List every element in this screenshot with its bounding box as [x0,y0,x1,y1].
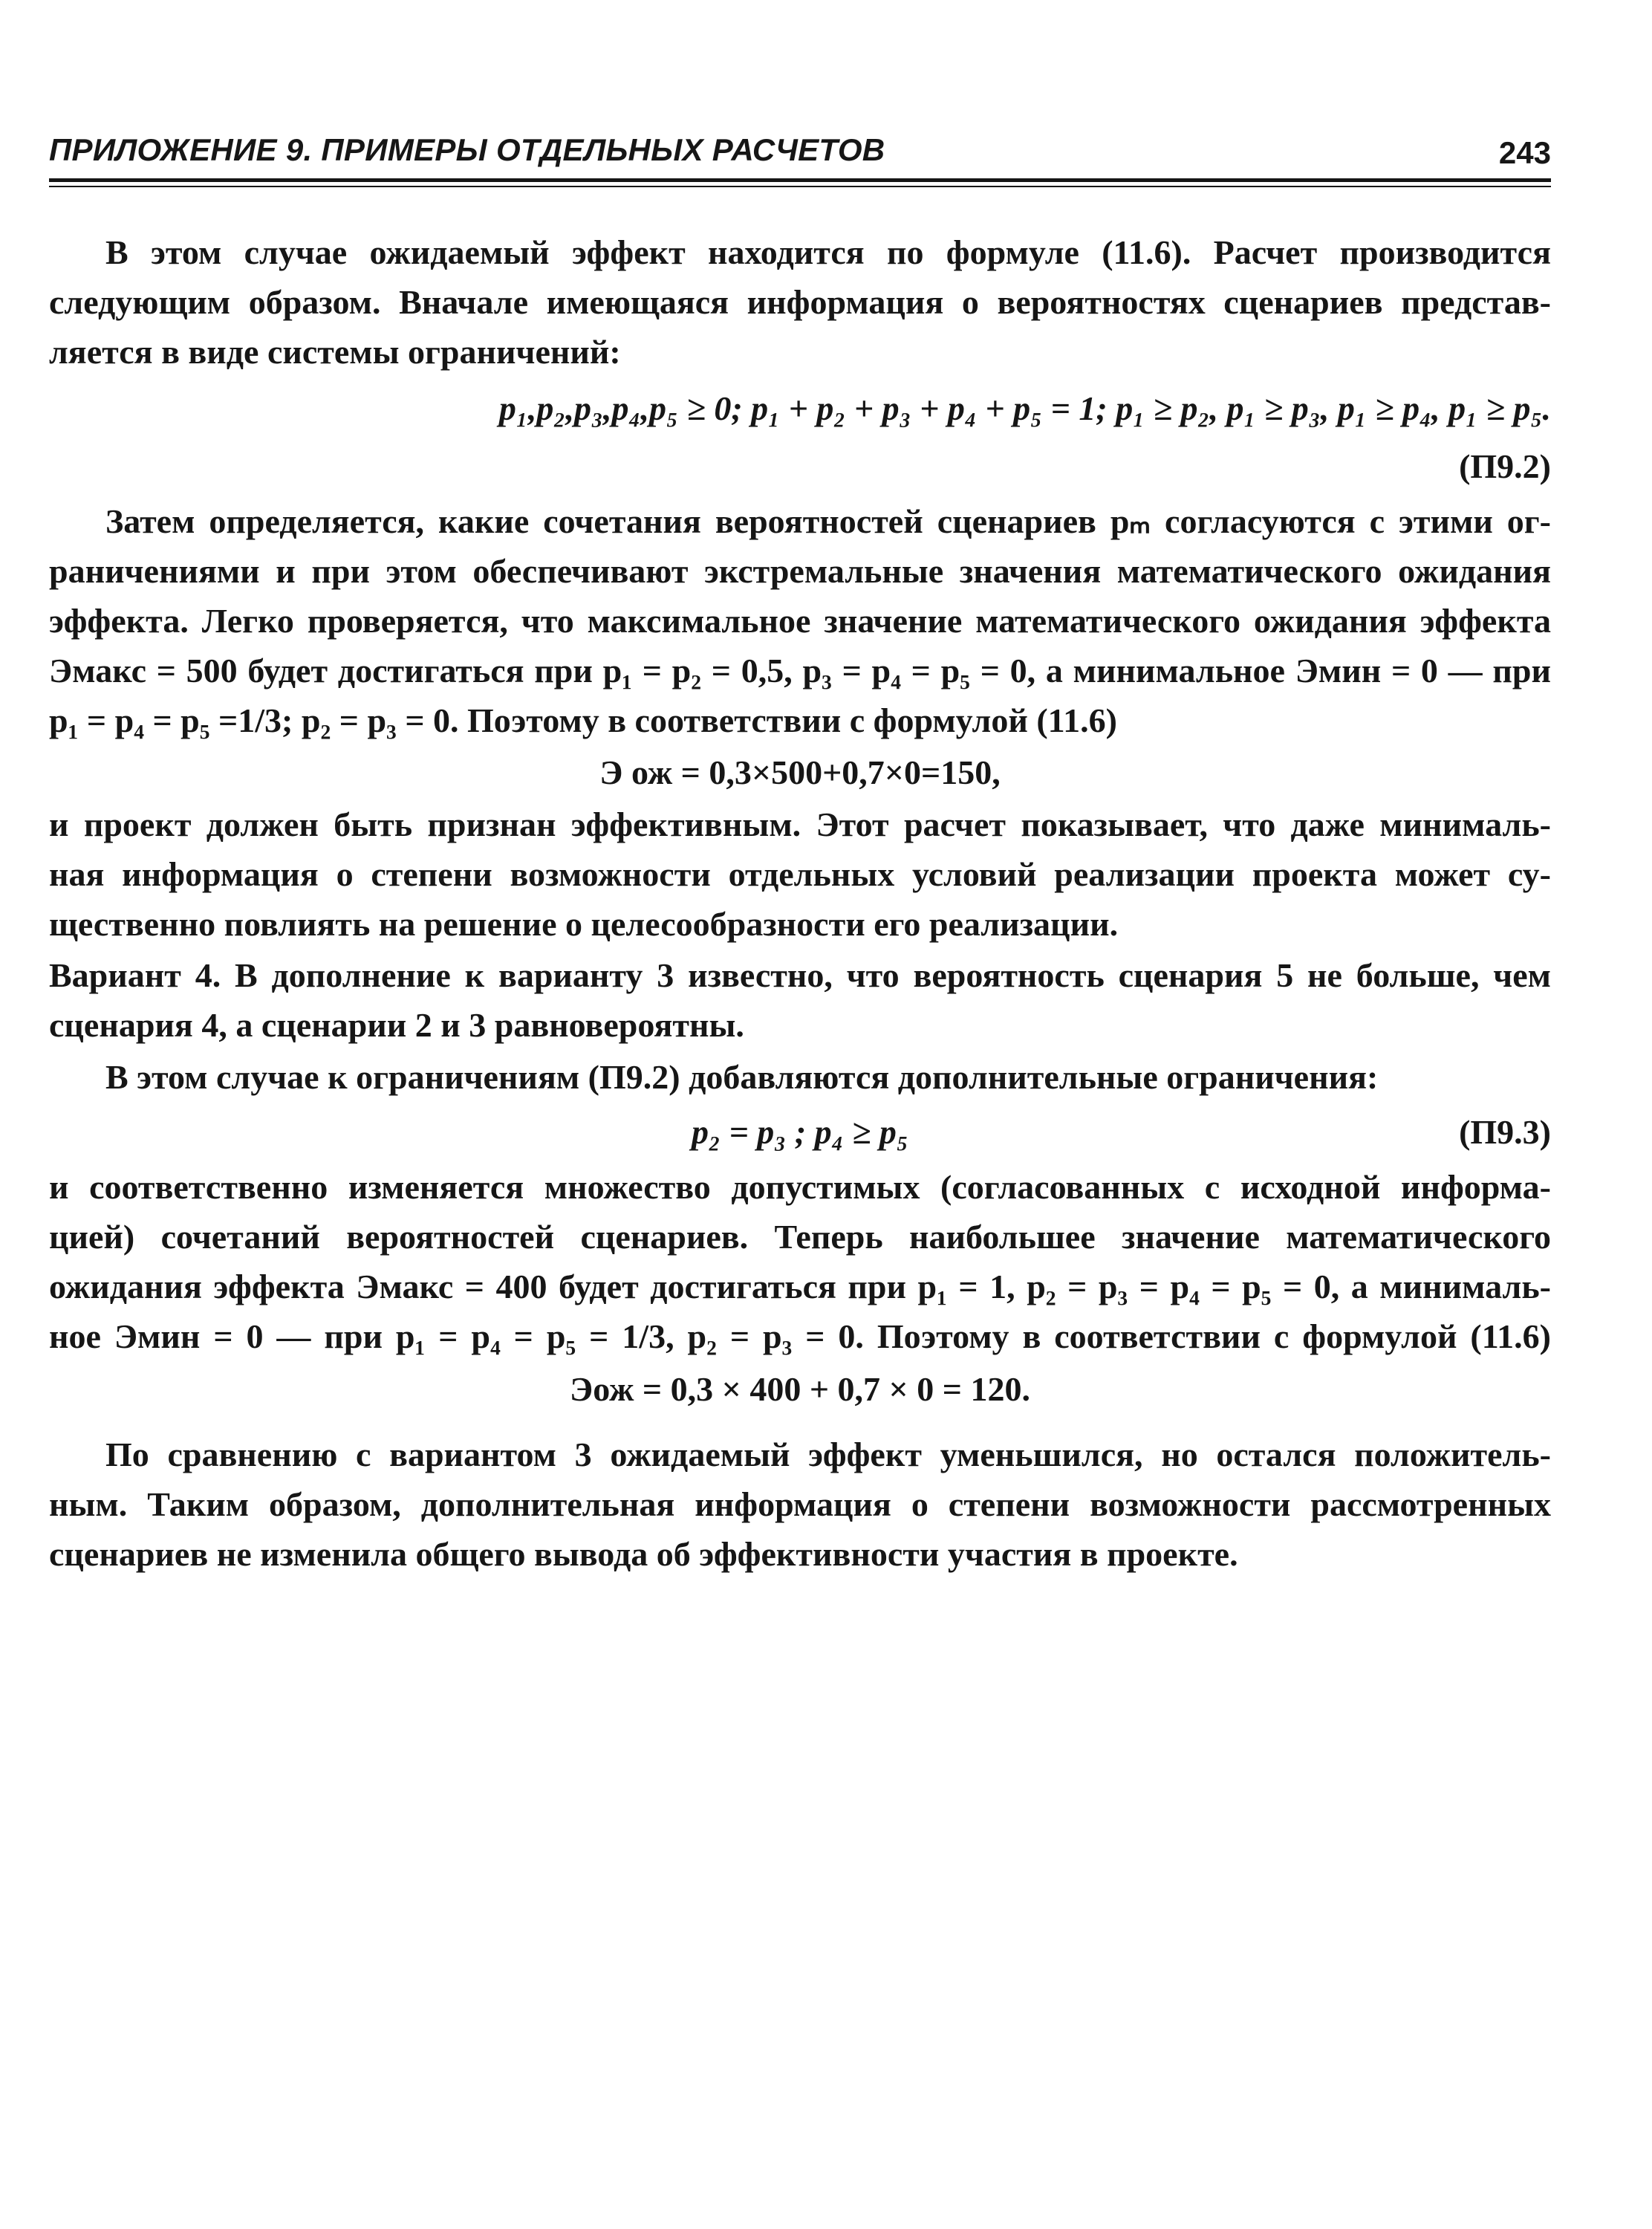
text-line: эффекта. Легко проверяется, что максимальное значение математического ожидания эффекта [49,602,1551,640]
text-line: В этом случае к ограничениям (П9.2) добавляются дополнительные ограничения: [105,1058,1379,1096]
text-line: ляется в виде системы ограничений: [49,333,621,371]
text-line: В этом случае ожидаемый эффект находится по формуле (11.6). Расчет производится [105,233,1551,271]
text-line: сценариев не изменила общего вывода об эффективности участия в проекте. [49,1535,1238,1573]
equation-number: (П9.2) [1459,447,1551,485]
running-title: ПРИЛОЖЕНИЕ 9. ПРИМЕРЫ ОТДЕЛЬНЫХ РАСЧЕТОВ [49,132,885,167]
text-line: щественно повлиять на решение о целесообразности его реализации. [49,905,1119,943]
text-line: и проект должен быть признан эффективным. Этот расчет показывает, что даже минималь- [49,805,1551,843]
text-line: ная информация о степени возможности отдельных условий реализации проекта может су- [49,855,1551,893]
text-line: цией) сочетаний вероятностей сценариев. Теперь наибольшее значение математического [49,1218,1551,1256]
page-number: 243 [1498,135,1551,170]
text-line: p₁ = p₄ = p₅ =1/3; p₂ = p₃ = 0. Поэтому в соответствии с формулой (11.6) [49,701,1117,739]
formula-constraints: p₁,p₂,p₃,p₄,p₅ ≥ 0; p₁ + p₂ + p₃ + p₄ + p₅ = 1; p₁ ≥ p₂, p₁ ≥ p₃, p₁ ≥ p₄, p₁ ≥ p₅. [498,389,1551,427]
text-line: раничениями и при этом обеспечивают экстремальные значения математического ожидания [49,552,1551,590]
header-rule [49,178,1551,182]
text-line: ное Эмин = 0 — при p₁ = p₄ = p₅ = 1/3, p₂ = p₃ = 0. Поэтому в соответствии с формулой (11.6) [49,1317,1551,1355]
text-line: По сравнению с вариантом 3 ожидаемый эффект уменьшился, но остался положитель- [105,1435,1551,1473]
formula-additional-constraints: p₂ = p₃ ; p₄ ≥ p₅ [692,1113,908,1151]
formula-expected-effect-2: Эож = 0,3 × 400 + 0,7 × 0 = 120. [570,1370,1030,1408]
text-line: ным. Таким образом, дополнительная информация о степени возможности рассмотренных [49,1485,1551,1523]
page-header [49,132,1551,169]
text-line: Затем определяется, какие сочетания вероятностей сценариев pₘ согласуются с этими ог- [105,502,1551,540]
text-line: и соответственно изменяется множество допустимых (согласованных с исходной информа- [49,1168,1551,1206]
variant-heading-line: Вариант 4. В дополнение к варианту 3 известно, что вероятность сценария 5 не больше, чем [49,956,1551,994]
text-line: Эмакс = 500 будет достигаться при p₁ = p₂ = 0,5, p₃ = p₄ = p₅ = 0, а минимальное Эмин = 0 — при [49,652,1551,690]
equation-number: (П9.3) [1459,1113,1551,1151]
text-line: сценария 4, а сценарии 2 и 3 равновероятны. [49,1006,744,1044]
text-line: следующим образом. Вначале имеющаяся информация о вероятностях сценариев представ- [49,283,1551,321]
text-line: ожидания эффекта Эмакс = 400 будет достигаться при p₁ = 1, p₂ = p₃ = p₄ = p₅ = 0, а минималь- [49,1268,1551,1305]
formula-expected-effect: Э ож = 0,3×500+0,7×0=150, [599,753,1001,791]
header-rule-thin [49,186,1551,187]
